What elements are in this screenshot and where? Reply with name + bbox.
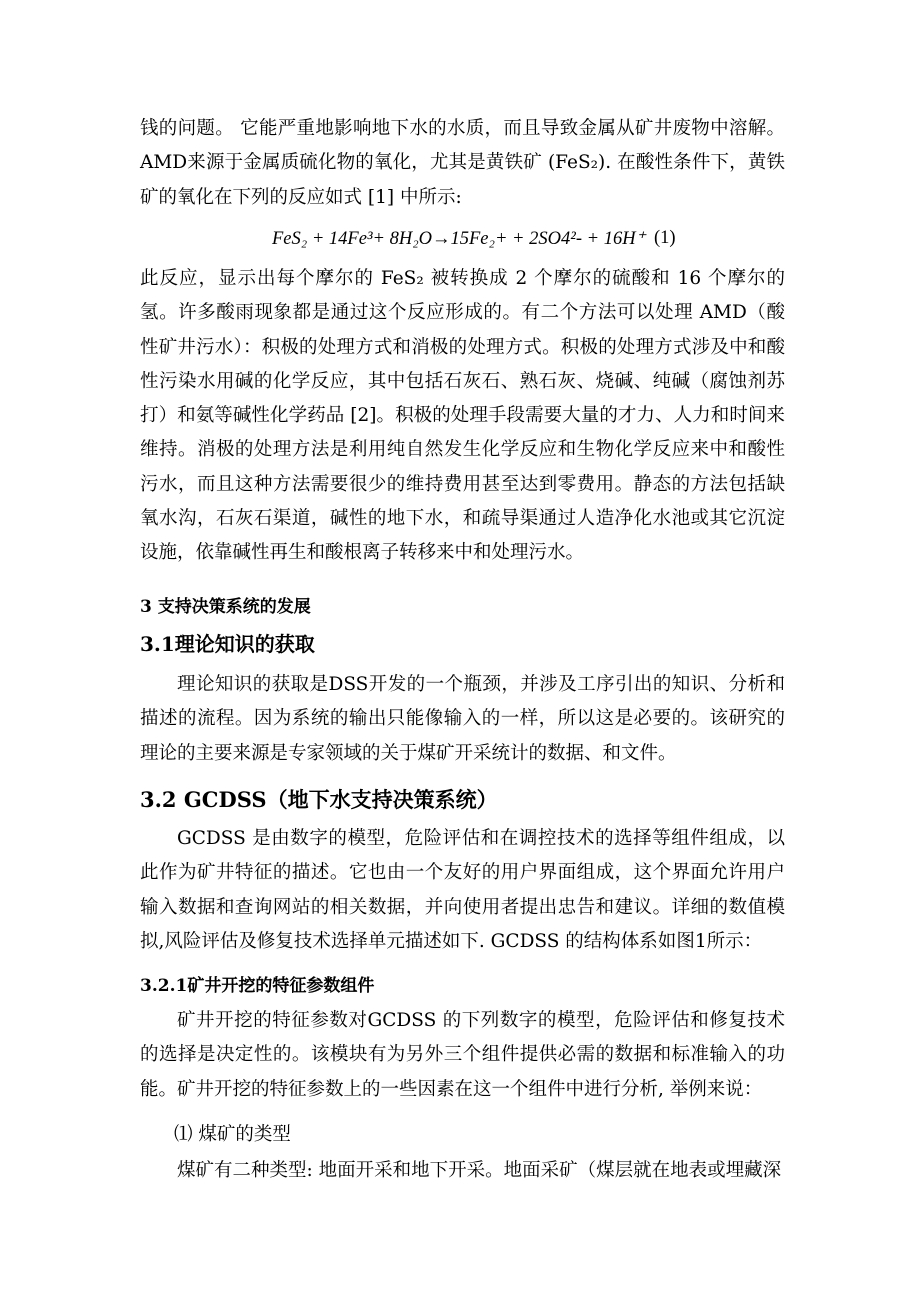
subsubsection-heading: 3.2.1矿井开挖的特征参数组件 — [140, 976, 375, 996]
body-paragraph: 理论知识的获取是DSS开发的一个瓶颈，并涉及工序引出的知识、分析和描述的流程。因为系统的输出只能像输入的一样，所以这是必要的。该研究的理论的主要来源是专家领域的关于煤矿开采统计的数据、和文件。 — [140, 674, 785, 764]
body-paragraph: 煤矿有二种类型: 地面开采和地下开采。地面采矿（煤层就在地表或埋藏深 — [177, 1160, 782, 1181]
body-paragraph: 钱的问题。 它能严重地影响地下水的水质，而且导致金属从矿井废物中溶解。AMD来源于金属质硫化物的氧化，尤其是黄铁矿 (FeS₂). 在酸性条件下，黄铁矿的氧化在下列的反应如式 [1] 中所示: — [140, 118, 785, 208]
equation-number: (1) — [654, 228, 676, 248]
subsection-heading: 3.2 GCDSS（地下水支持决策系统） — [140, 787, 498, 812]
body-paragraph: 此反应，显示出每个摩尔的 FeS₂ 被转换成 2 个摩尔的硫酸和 16 个摩尔的氢。许多酸雨现象都是通过这个反应形成的。有二个方法可以处理 AMD（酸性矿井污水）：积极的处理方式和消极的处理方式。积极的处理方式涉及中和酸性污染水用碱的化学反应，其中包括石灰石、熟石灰、烧碱、纯碱（腐蚀剂苏打）和氨等碱性化学药品 [2]。积极的处理手段需要大量的才力、人力和时间来维持。消极的处理方法是利用纯自然发生化学反应和生物化学反应来中和酸性污水，而且这种方法需要很少的维持费用甚至达到零费用。静态的方法包括缺氧水沟，石灰石渠道，碱性的地下水，和疏导渠通过人造净化水池或其它沉淀设施，依靠碱性再生和酸根离子转移来中和处理污水。 — [140, 268, 785, 564]
list-item: ⑴ 煤矿的类型 — [174, 1124, 291, 1145]
body-paragraph: GCDSS 是由数字的模型，危险评估和在调控技术的选择等组件组成，以此作为矿井特征的描述。它也由一个友好的用户界面组成，这个界面允许用户输入数据和查询网站的相关数据，并向使用者提出忠告和建议。详细的数值模拟,风险评估及修复技术选择单元描述如下. GCDSS 的结构体系如图1所示： — [140, 828, 785, 952]
subsection-heading: 3.1理论知识的获取 — [140, 632, 315, 656]
section-heading: 3 支持决策系统的发展 — [140, 597, 311, 617]
body-paragraph: 矿井开挖的特征参数对GCDSS 的下列数字的模型，危险评估和修复技术的选择是决定性的。该模块有为另外三个组件提供必需的数据和标准输入的功能。矿井开挖的特征参数上的一些因素在这一个组件中进行分析, 举例来说： — [140, 1010, 785, 1100]
reaction-equation: FeS₂ + 14Fe³+ 8H₂O→15Fe₂+ + 2SO4²- + 16H⁺ — [272, 229, 646, 249]
